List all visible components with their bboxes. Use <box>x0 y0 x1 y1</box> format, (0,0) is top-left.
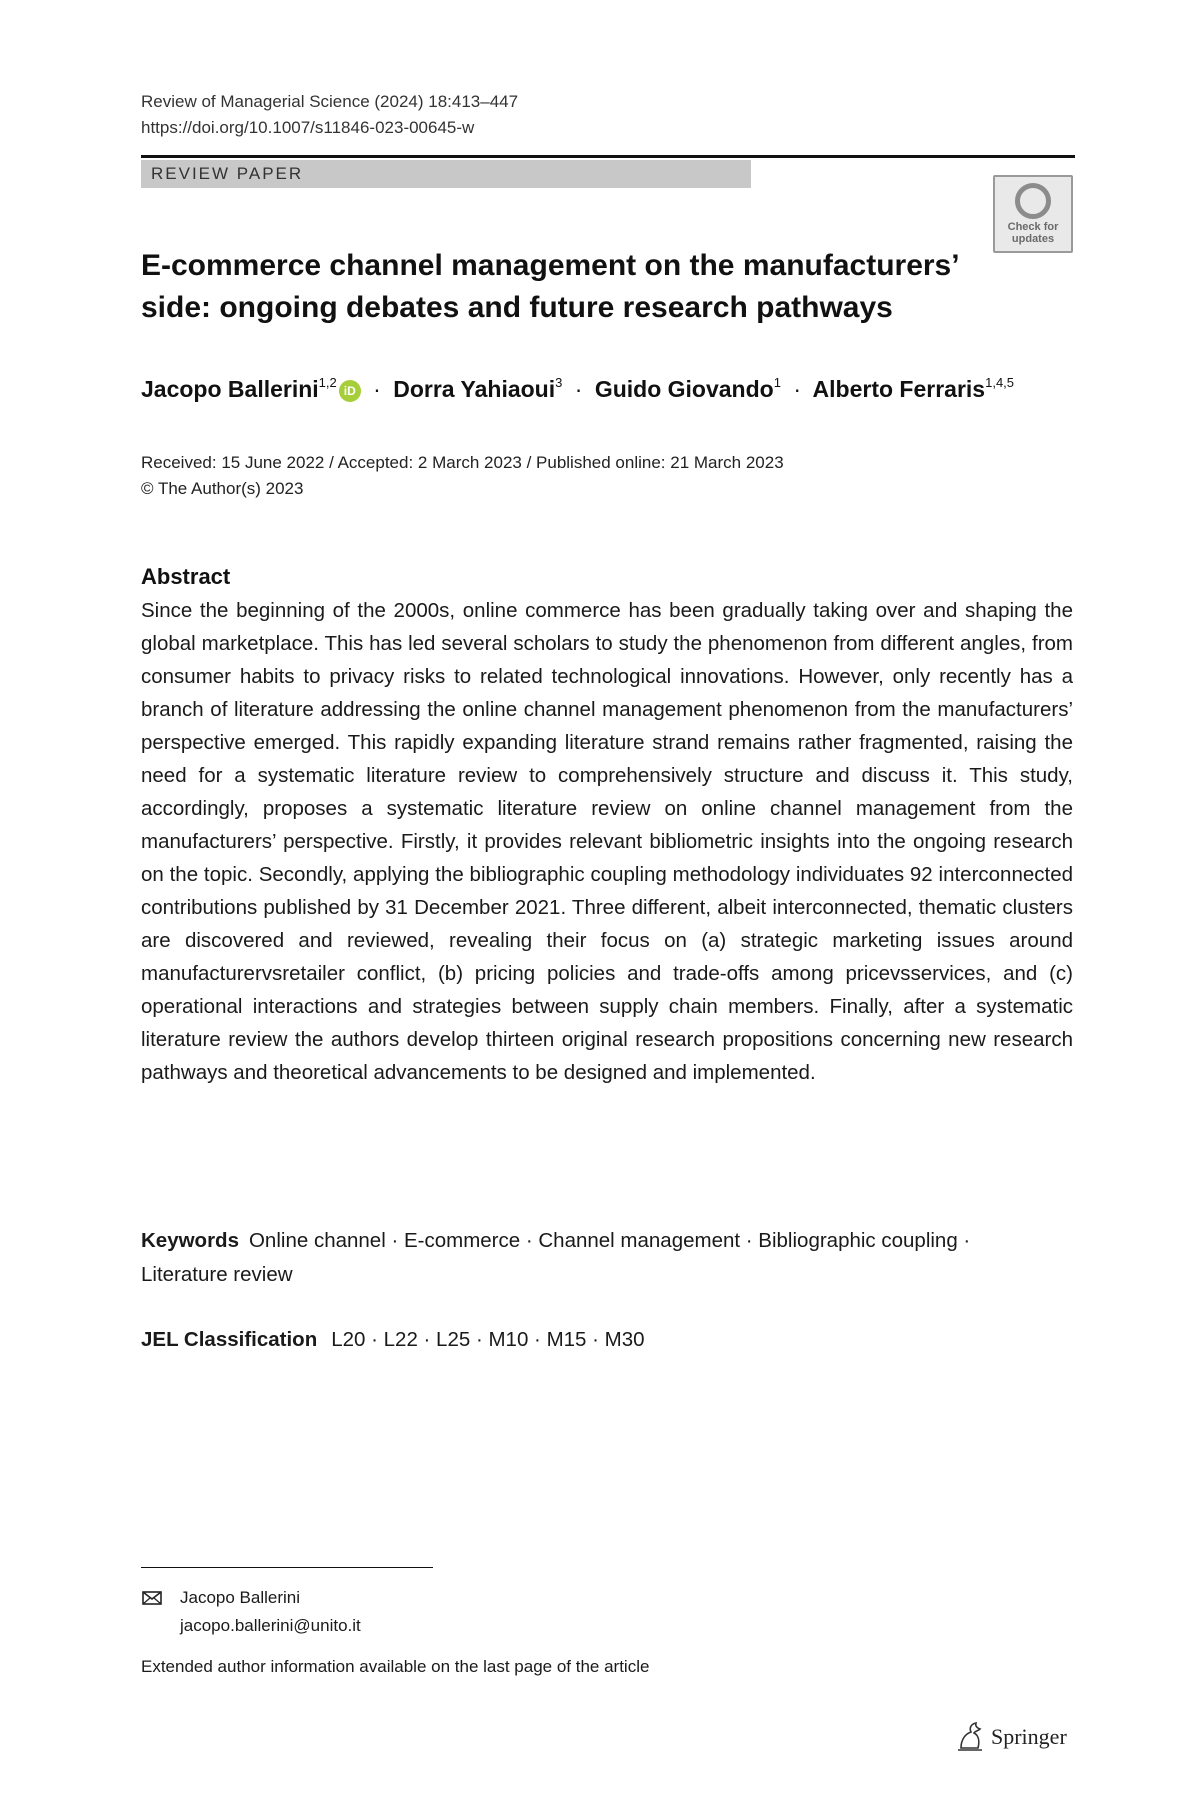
corresponding-author-email[interactable]: jacopo.ballerini@unito.it <box>180 1616 361 1635</box>
springer-horse-icon <box>955 1720 985 1752</box>
footnote-rule <box>141 1567 433 1568</box>
jel-classification-section <box>141 1328 645 1352</box>
author-affiliation: 1,2 <box>318 375 337 390</box>
author-separator: · <box>574 376 583 402</box>
orcid-icon[interactable]: iD <box>339 380 361 402</box>
jel-label: JEL Classification <box>141 1328 318 1351</box>
keywords-text: Online channel · E-commerce · Channel management · Bibliographic coupling · Literature review <box>141 1229 971 1286</box>
author-separator: · <box>373 376 381 402</box>
doi-link[interactable]: https://doi.org/10.1007/s11846-023-00645-w <box>141 118 475 137</box>
author-name[interactable]: Jacopo Ballerini <box>141 376 319 402</box>
author-name[interactable]: Alberto Ferraris <box>812 376 986 402</box>
journal-citation: Review of Managerial Science (2024) 18:413–447 <box>141 92 519 111</box>
refresh-icon <box>1015 183 1051 219</box>
extended-author-info: Extended author information available on the last page of the article <box>141 1657 650 1676</box>
abstract-heading: Abstract <box>141 564 231 589</box>
copyright-notice: © The Author(s) 2023 <box>141 479 304 498</box>
publication-dates: Received: 15 June 2022 / Accepted: 2 March 2023 / Published online: 21 March 2023 <box>141 453 784 472</box>
paper-type-label: REVIEW PAPER <box>151 164 304 183</box>
author-list <box>141 375 1014 403</box>
check-for-updates-badge[interactable] <box>993 175 1073 253</box>
author-affiliation: 3 <box>555 375 563 390</box>
author-affiliation: 1 <box>773 375 781 390</box>
jel-codes: L20 · L22 · L25 · M10 · M15 · M30 <box>331 1328 645 1351</box>
envelope-icon <box>142 1591 162 1605</box>
paper-type-bar <box>141 160 751 188</box>
keywords-label: Keywords <box>141 1229 239 1252</box>
publisher-name: Springer <box>991 1724 1067 1749</box>
author-name[interactable]: Dorra Yahiaoui <box>393 376 556 402</box>
paper-title: E-commerce channel management on the manufacturers’ side: ongoing debates and future research pathways <box>141 249 958 324</box>
header-rule <box>141 155 1075 158</box>
author-affiliation: 1,4,5 <box>985 375 1015 390</box>
author-name[interactable]: Guido Giovando <box>594 376 774 402</box>
author-separator: · <box>793 376 801 402</box>
corresponding-author-name: Jacopo Ballerini <box>180 1588 301 1607</box>
keywords-section <box>141 1224 1041 1292</box>
check-for-updates-label: Check for updates <box>1007 221 1059 245</box>
abstract-text: Since the beginning of the 2000s, online commerce has been gradually taking over and shaping the global marketplace. This has led several scholars to study the phenomenon from different angles, from consumer habits to privacy risks to related technological innovations. However, only recently has a branch of literature addressing the online channel management phenomenon from the manufacturers’ perspective emerged. This rapidly expanding literature strand remains rather fragmented, raising the need for a systematic literature review to comprehensively structure and discuss it. This study, accordingly, proposes a systematic literature review on online channel management from the manufacturers’ perspective. Firstly, it provides relevant bibliometric insights into the ongoing research on the topic. Secondly, applying the bibliographic coupling methodology individuates 92 interconnected contributions published by 31 December 2021. Three different, albeit interconnected, thematic clusters are discovered and reviewed, revealing their focus on (a) strategic marketing issues around manufacturervsretailer conflict, (b) pricing policies and trade-offs among pricevsservices, and (c) operational interactions and strategies between supply chain members. Finally, after a systematic literature review the authors develop thirteen original research propositions concerning new research pathways and theoretical advancements to be designed and implemented. <box>141 599 1073 1084</box>
